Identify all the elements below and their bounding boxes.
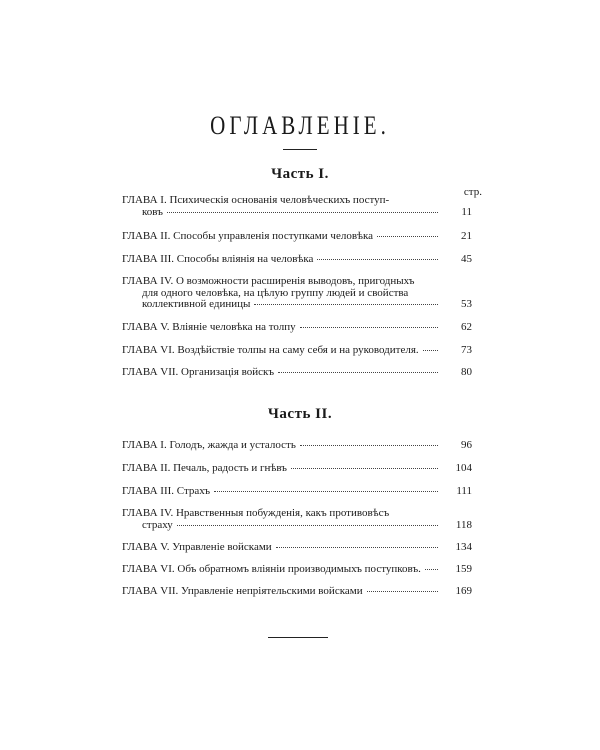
page-number: 11 [461,205,472,218]
dot-leader [291,468,438,469]
entry-text: ГЛАВА I. Психическія основанія человѣческихъ поступ- [122,194,390,206]
bottom-divider [268,637,328,638]
dot-leader [425,569,438,570]
entry-text: ГЛАВА I. Голодъ, жажда и усталость [122,439,296,451]
toc-entry-part2-ch4[interactable] [122,508,472,531]
page-number: 104 [455,462,472,474]
toc-entry-part1-ch2[interactable] [122,231,472,243]
page-title: ОГЛАВЛЕНІЕ. [210,110,390,140]
toc-entry-part2-ch6[interactable] [122,564,472,576]
entry-text: ГЛАВА IV. О возможности расширенія выводовъ, пригодныхъ [122,275,415,287]
page-number: 45 [461,253,472,265]
toc-entry-part2-ch5[interactable] [122,542,472,554]
page-number: 159 [455,563,472,575]
page-number: 96 [461,439,472,451]
entry-text: страху [142,518,173,531]
dot-leader [367,591,438,592]
dot-leader [278,372,438,373]
page-number: 62 [461,321,472,333]
toc-entry-part1-ch4[interactable] [122,276,472,311]
page-column-label: стр. [463,186,482,198]
dot-leader [423,350,438,351]
entry-text: ГЛАВА VII. Организація войскъ [122,366,275,378]
dot-leader [276,547,438,548]
toc-entry-part1-ch5[interactable] [122,322,472,334]
entry-text: ГЛАВА V. Управленіе войсками [122,541,272,553]
entry-text: ГЛАВА IV. Нравственныя побужденія, какъ противовѣсъ [122,507,390,519]
entry-text: ГЛАВА III. Страхъ [122,485,211,497]
entry-text: ГЛАВА VII. Управленіе непріятельскими войсками [122,585,363,597]
page-number: 21 [461,230,472,242]
page-number: 169 [455,585,472,597]
dot-leader [300,327,438,328]
toc-entry-part2-ch7[interactable] [122,586,472,598]
entry-text: ГЛАВА II. Способы управленія поступками человѣка [122,230,374,242]
dot-leader [214,491,438,492]
toc-entry-part2-ch3[interactable] [122,486,472,498]
part-1-heading: Часть I. [271,166,329,182]
dot-leader [177,525,438,526]
title-divider [283,149,317,150]
dot-leader [300,445,438,446]
dot-leader [317,259,438,260]
toc-entry-part2-ch1[interactable] [122,440,472,452]
entry-text: ГЛАВА V. Вліяніе человѣка на толпу [122,321,296,333]
page-number: 73 [461,344,472,356]
dot-leader [254,304,438,305]
toc-entry-part1-ch6[interactable] [122,345,472,357]
dot-leader [167,212,438,213]
part-2-heading: Часть II. [267,406,333,422]
entry-text: ГЛАВА II. Печаль, радость и гнѣвъ [122,462,287,474]
page-number: 53 [461,298,472,310]
page-number: 134 [455,541,472,553]
page-number: 118 [455,518,472,531]
entry-text: для одного человѣка, на цѣлую группу людей и свойства [142,286,409,299]
page-number: 80 [461,366,472,378]
toc-entry-part2-ch2[interactable] [122,463,472,475]
entry-text: ковъ [142,205,163,218]
toc-entry-part1-ch3[interactable] [122,254,472,266]
page-number: 111 [456,485,472,497]
dot-leader [377,236,438,237]
toc-entry-part1-ch7[interactable] [122,367,472,379]
entry-text: коллективной единицы [142,298,251,310]
toc-entry-part1-ch1[interactable] [122,195,472,218]
entry-text: ГЛАВА VI. Воздѣйствіе толпы на саму себя и на руководителя. [122,344,419,356]
entry-text: ГЛАВА III. Способы вліянія на человѣка [122,253,314,265]
entry-text: ГЛАВА VI. Объ обратномъ вліяніи производимыхъ поступковъ. [122,563,421,575]
